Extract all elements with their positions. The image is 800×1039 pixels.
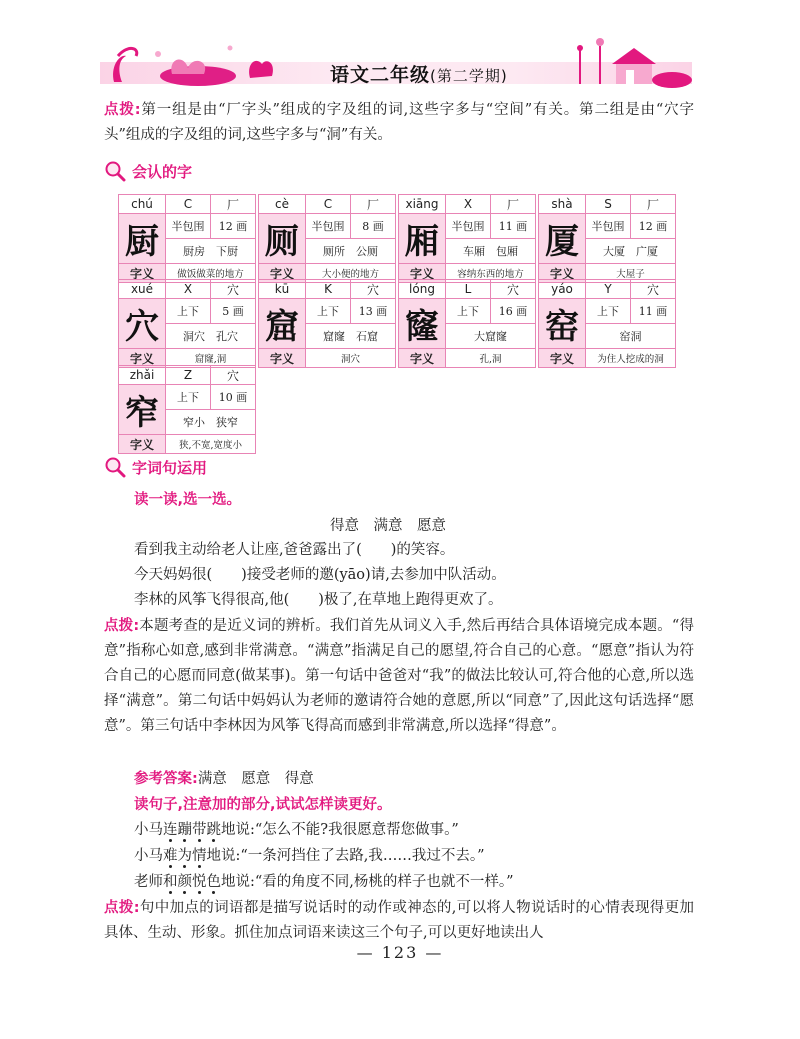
example-words: 厕所 公厕: [306, 239, 396, 264]
header-title: [330, 60, 508, 87]
radical: 厂: [351, 195, 396, 214]
character-card: [538, 279, 676, 368]
radical: 穴: [211, 366, 256, 385]
index-letter: X: [166, 280, 211, 299]
example-words: 大窟窿: [446, 324, 536, 349]
pinyin: xiāng: [399, 195, 446, 214]
dotted-char: 连: [163, 822, 178, 838]
character-card: [118, 365, 256, 454]
speaker: 小马: [134, 848, 163, 864]
example-words: 洞穴 孔穴: [166, 324, 256, 349]
hint-paragraph-1: [104, 98, 694, 148]
stroke-count: 8 画: [351, 214, 396, 239]
meaning: 容纳东西的地方: [446, 264, 536, 283]
character: 厨: [119, 214, 166, 264]
structure: 半包围: [306, 214, 351, 239]
hint-paragraph-2: [104, 614, 694, 739]
radical: 厂: [211, 195, 256, 214]
dotted-char: 难: [163, 848, 178, 864]
meaning: 孔,洞: [446, 349, 536, 368]
section-recognize-header: [104, 158, 192, 184]
sentence-rest: 地说:“一条河挡住了去路,我……我过不去。”: [206, 848, 485, 864]
character: 窿: [399, 299, 446, 349]
hint-text: 句中加点的词语都是描写说话时的动作或神态的,可以将人物说话时的心情表现得更加具体、生动、形象。抓住加点词语来读这三个句子,可以更好地读出人: [104, 900, 694, 941]
structure: 上下: [306, 299, 351, 324]
index-letter: K: [306, 280, 351, 299]
character: 窟: [259, 299, 306, 349]
meaning: 窟窿,洞: [166, 349, 256, 368]
magnifier-icon: [104, 456, 126, 478]
hint-paragraph-3: [104, 896, 694, 946]
index-letter: X: [446, 195, 491, 214]
dotted-char: 和: [163, 874, 178, 890]
page-number: — 123 —: [356, 943, 444, 962]
answer-label: 参考答案:: [134, 771, 198, 787]
stroke-count: 12 画: [631, 214, 676, 239]
section-usage-header: [104, 454, 207, 480]
magnifier-icon: [104, 160, 126, 182]
radical: 厂: [491, 195, 536, 214]
character: 厢: [399, 214, 446, 264]
meaning-label: 字义: [119, 264, 166, 283]
dotted-char: 悦: [192, 874, 207, 890]
character: 厕: [259, 214, 306, 264]
index-letter: C: [166, 195, 211, 214]
example-words: 窄小 狭窄: [166, 410, 256, 435]
stroke-count: 11 画: [491, 214, 536, 239]
character-card: [538, 194, 676, 283]
radical: 穴: [491, 280, 536, 299]
answer-text: 满意 愿意 得意: [197, 771, 314, 787]
index-letter: L: [446, 280, 491, 299]
character-card: [258, 279, 396, 368]
stroke-count: 10 画: [211, 385, 256, 410]
dotted-word: [163, 874, 221, 890]
section-title: 字词句运用: [132, 458, 208, 477]
pinyin: shà: [539, 195, 586, 214]
exercise1-options: 得意 满意 愿意: [330, 518, 446, 534]
exercise2-sentence-1: [134, 818, 459, 843]
meaning: 洞穴: [306, 349, 396, 368]
structure: 半包围: [446, 214, 491, 239]
pinyin: kū: [259, 280, 306, 299]
stroke-count: 12 画: [211, 214, 256, 239]
character-card: [398, 279, 536, 368]
character-card: [118, 194, 256, 283]
index-letter: Z: [166, 366, 211, 385]
exercise1-sentence-3: 李林的风筝飞得很高,他( )极了,在草地上跑得更欢了。: [134, 592, 503, 608]
section-title: 会认的字: [132, 162, 193, 181]
example-words: 窑洞: [586, 324, 676, 349]
hint-text: 本题考查的是近义词的辨析。我们首先从词义入手,然后再结合具体语境完成本题。“得意”指称心如意,感到非常满意。“满意”指满足自己的愿望,符合自己的心意。“愿意”指认为符合自己的心愿而同意(做某事)。第一句话中爸爸对“我”的做法比较认可,符合他的心意,所以选择“满意”。第二句话中妈妈认为老师的邀请符合她的意愿,所以“同意”了,因此这句话选择“愿意”。第三句话中李林因为风筝飞得高而感到非常满意,所以选择“得意”。: [104, 618, 694, 734]
radical: 厂: [631, 195, 676, 214]
pinyin: chú: [119, 195, 166, 214]
dotted-char: 颜: [177, 874, 192, 890]
answer-line: [134, 767, 314, 792]
meaning-label: 字义: [399, 264, 446, 283]
character-card: [398, 194, 536, 283]
character-card: [258, 194, 396, 283]
character-card: [118, 279, 256, 368]
hint-label: 点拨:: [104, 900, 140, 916]
dotted-char: 蹦: [177, 822, 192, 838]
speaker: 小马: [134, 822, 163, 838]
pinyin: cè: [259, 195, 306, 214]
stroke-count: 11 画: [631, 299, 676, 324]
exercise1-sentence-2: 今天妈妈很( )接受老师的邀(yāo)请,去参加中队活动。: [134, 567, 506, 583]
meaning: 做饭做菜的地方: [166, 264, 256, 283]
structure: 上下: [166, 385, 211, 410]
example-words: 车厢 包厢: [446, 239, 536, 264]
dotted-char: 为: [177, 848, 192, 864]
example-words: 窟窿 石窟: [306, 324, 396, 349]
example-words: 厨房 下厨: [166, 239, 256, 264]
meaning: 大屋子: [586, 264, 676, 283]
meaning-label: 字义: [259, 264, 306, 283]
meaning-label: 字义: [399, 349, 446, 368]
example-words: 大厦 广厦: [586, 239, 676, 264]
book-title: 语文二年级: [330, 64, 431, 86]
meaning-label: 字义: [119, 349, 166, 368]
index-letter: C: [306, 195, 351, 214]
hint-label: 点拨:: [104, 102, 141, 118]
dotted-char: 跳: [206, 822, 221, 838]
sentence-rest: 地说:“看的角度不同,杨桃的样子也就不一样。”: [221, 874, 514, 890]
radical: 穴: [631, 280, 676, 299]
meaning: 为住人挖成的洞: [586, 349, 676, 368]
structure: 半包围: [586, 214, 631, 239]
index-letter: Y: [586, 280, 631, 299]
structure: 上下: [586, 299, 631, 324]
meaning-label: 字义: [119, 435, 166, 454]
exercise2-sentence-2: [134, 844, 485, 869]
structure: 上下: [446, 299, 491, 324]
exercise1-sentence-1: 看到我主动给老人让座,爸爸露出了( )的笑容。: [134, 542, 455, 558]
meaning: 大小便的地方: [306, 264, 396, 283]
sentence-rest: 地说:“怎么不能?我很愿意帮您做事。”: [221, 822, 459, 838]
character: 窄: [119, 385, 166, 435]
meaning-label: 字义: [259, 349, 306, 368]
structure: 上下: [166, 299, 211, 324]
index-letter: S: [586, 195, 631, 214]
hint-label: 点拨:: [104, 618, 140, 634]
exercise2-sentence-3: [134, 870, 514, 895]
dotted-char: 情: [192, 848, 207, 864]
meaning: 狭,不宽,宽度小: [166, 435, 256, 454]
exercise2-title: 读句子,注意加的部分,试试怎样读更好。: [134, 797, 392, 813]
exercise1-title: 读一读,选一选。: [134, 492, 242, 508]
pinyin: xué: [119, 280, 166, 299]
character: 厦: [539, 214, 586, 264]
book-subtitle: (第二学期): [430, 67, 508, 85]
dotted-char: 色: [206, 874, 221, 890]
meaning-label: 字义: [539, 264, 586, 283]
speaker: 老师: [134, 874, 163, 890]
dotted-word: [163, 848, 207, 864]
pinyin: lóng: [399, 280, 446, 299]
pinyin: zhǎi: [119, 366, 166, 385]
dotted-word: [163, 822, 221, 838]
stroke-count: 16 画: [491, 299, 536, 324]
radical: 穴: [351, 280, 396, 299]
radical: 穴: [211, 280, 256, 299]
meaning-label: 字义: [539, 349, 586, 368]
pinyin: yáo: [539, 280, 586, 299]
character: 窑: [539, 299, 586, 349]
header-left-decoration: [100, 36, 300, 88]
dotted-char: 带: [192, 822, 207, 838]
stroke-count: 5 画: [211, 299, 256, 324]
character: 穴: [119, 299, 166, 349]
header-right-decoration: [560, 36, 692, 88]
stroke-count: 13 画: [351, 299, 396, 324]
hint-text: 第一组是由“厂字头”组成的字及组的词,这些字多与“空间”有关。第二组是由“穴字头”组成的字及组的词,这些字多与“洞”有关。: [104, 102, 694, 143]
page-header: [100, 36, 692, 92]
structure: 半包围: [166, 214, 211, 239]
